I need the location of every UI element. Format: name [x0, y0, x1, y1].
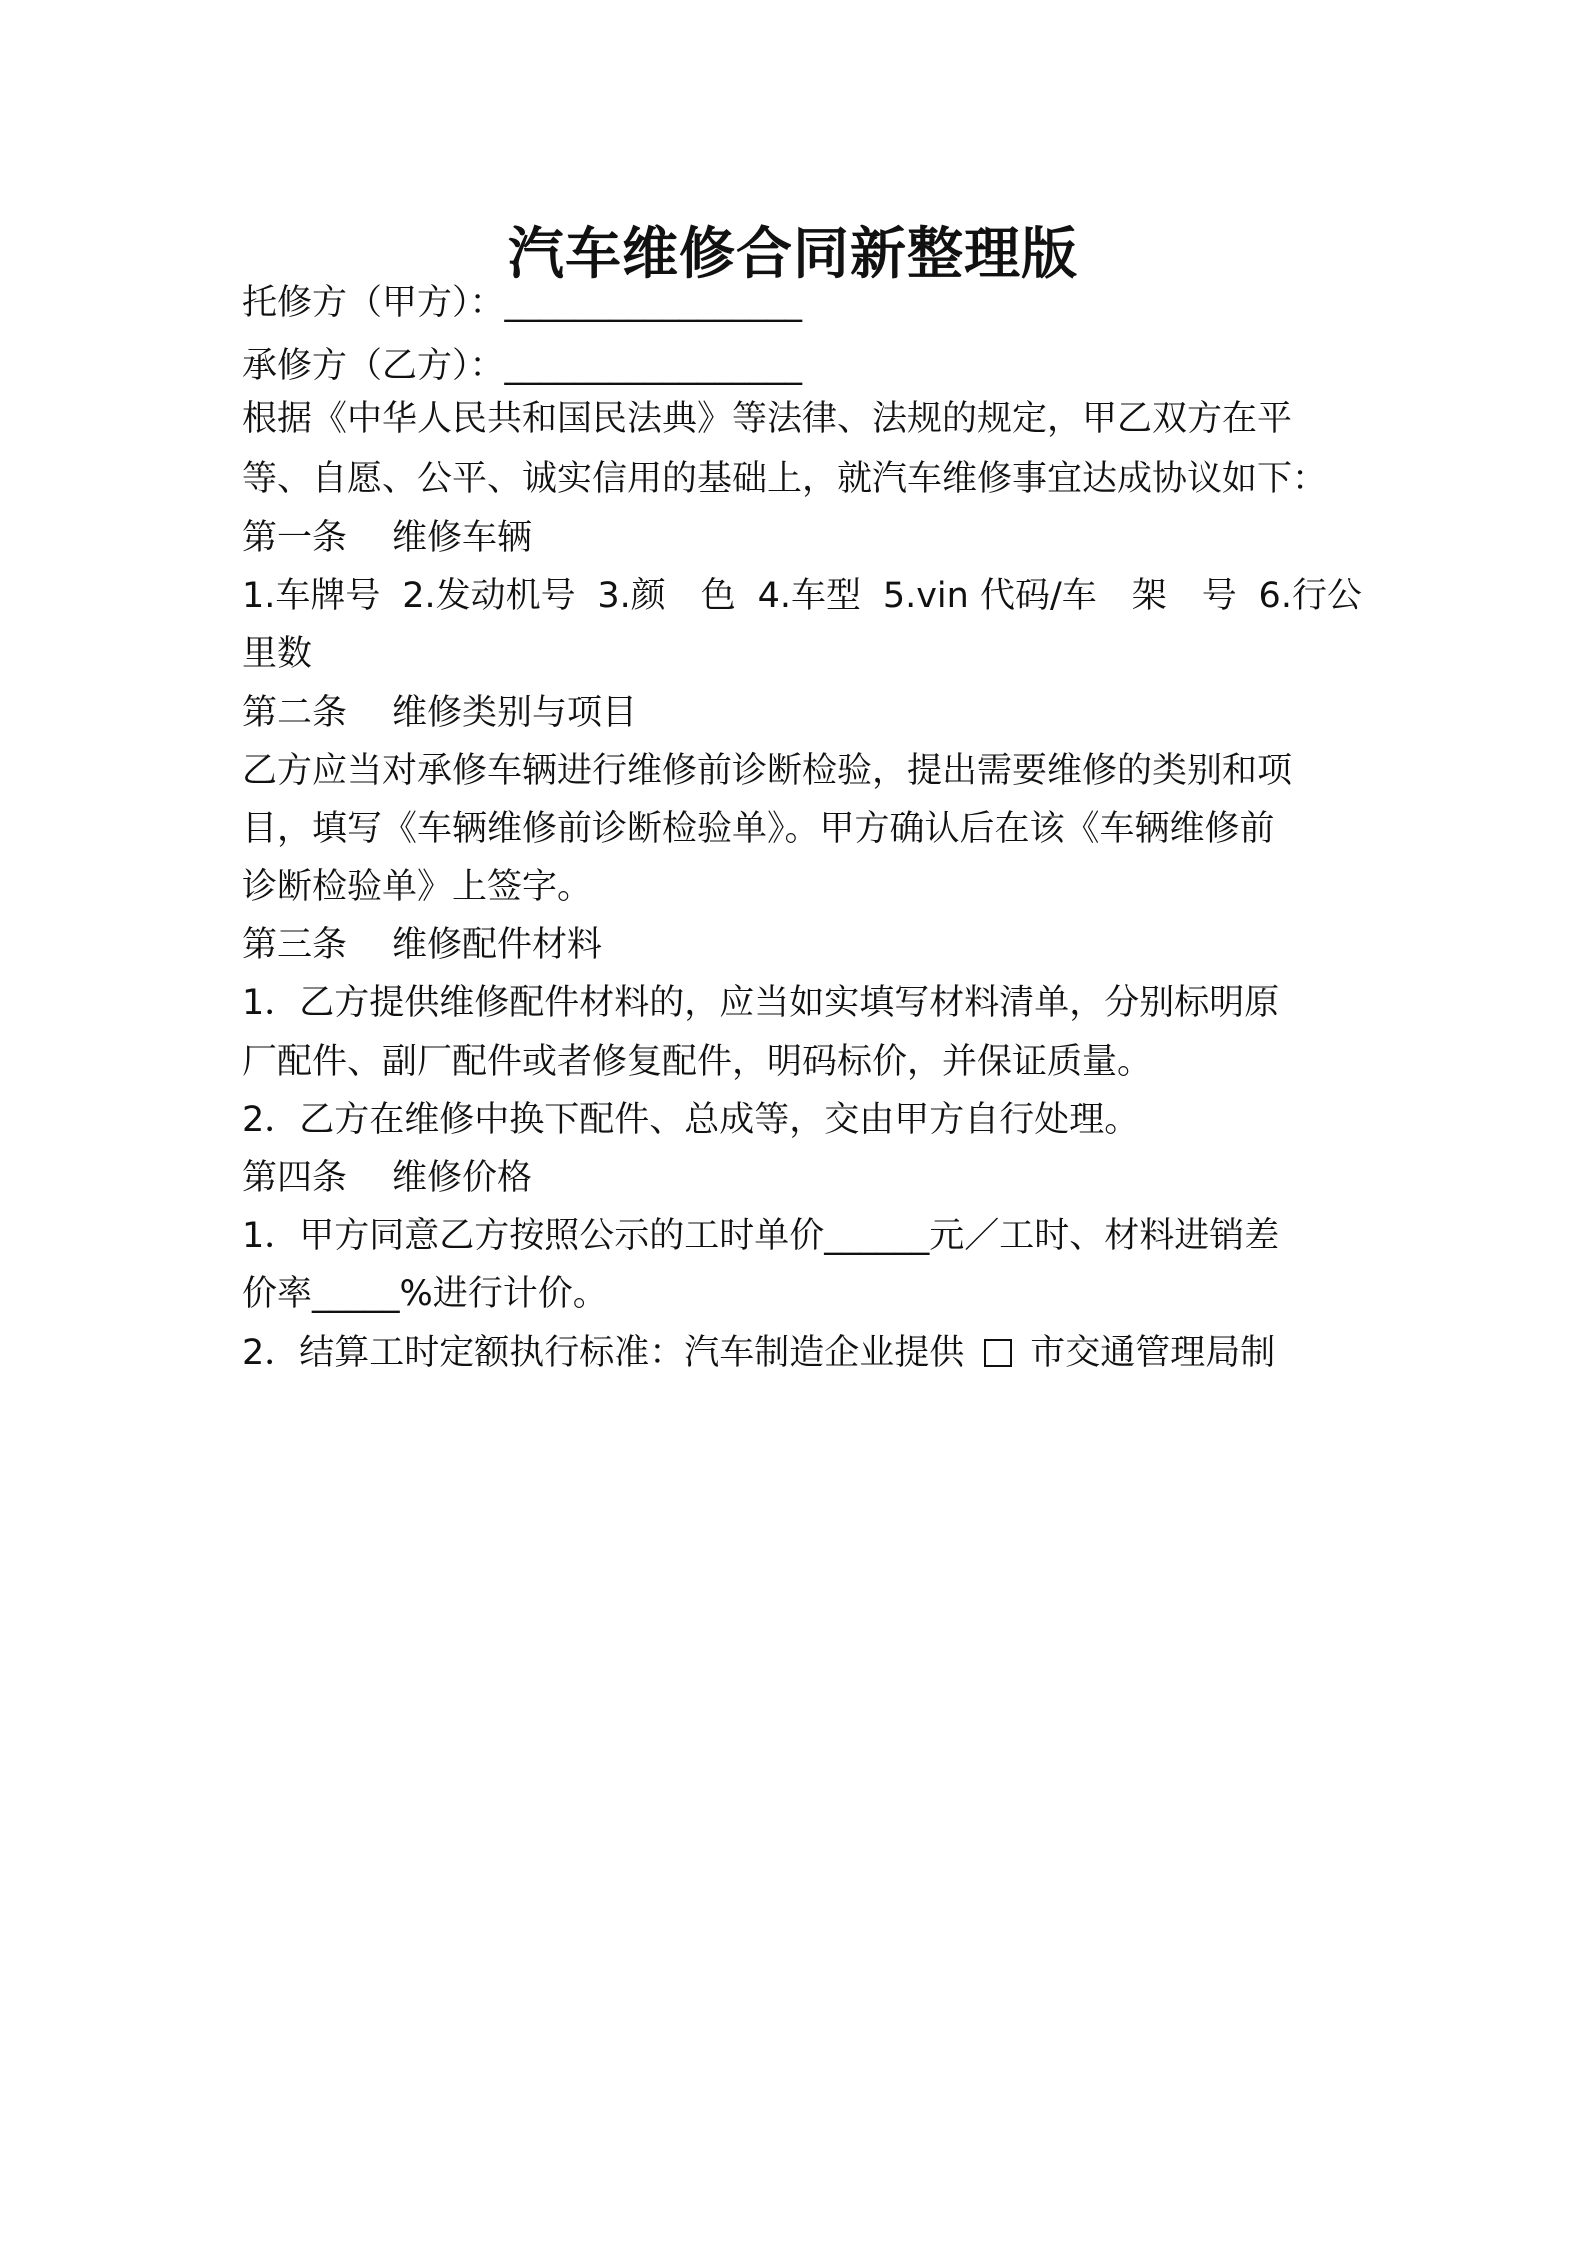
preamble-line-1: 根据《中华人民共和国民法典》等法律、法规的规定，甲乙双方在平 — [242, 399, 1293, 439]
article-1-heading — [242, 517, 1362, 559]
article-3-line-3: 2．乙方在维修中换下配件、总成等，交由甲方自行处理。 — [242, 1100, 1140, 1140]
vehicle-field-color: 3.颜 色 — [597, 576, 736, 616]
vehicle-field-plate: 1.车牌号 — [242, 576, 381, 616]
article-1-number: 第一条 — [242, 518, 348, 558]
party-a-line — [242, 282, 1362, 324]
preamble-line-2: 等、自愿、公平、诚实信用的基础上，就汽车维修事宜达成协议如下： — [242, 459, 1328, 499]
article-4-line-3 — [242, 1332, 1362, 1374]
article-1-title: 维修车辆 — [392, 518, 533, 558]
vehicle-field-vin: 5.vin 代码/车 架 号 — [882, 576, 1237, 616]
article-3-number: 第三条 — [242, 925, 348, 965]
vehicle-field-mileage: 6.行公 — [1258, 576, 1362, 616]
article-4-number: 第四条 — [242, 1158, 348, 1198]
party-b-label: 承修方（乙方）： — [242, 346, 505, 386]
manufacturer-standard-checkbox[interactable] — [984, 1339, 1012, 1367]
article-3-title: 维修配件材料 — [392, 925, 603, 965]
party-b-blank: _________________ — [504, 346, 803, 386]
article-1-items — [242, 575, 1362, 617]
vehicle-field-engine: 2.发动机号 — [402, 576, 576, 616]
article-4-heading — [242, 1157, 1362, 1199]
article-2-heading — [242, 692, 1362, 734]
article-3-heading — [242, 924, 1362, 966]
article-3-line-1: 1．乙方提供维修配件材料的，应当如实填写材料清单，分别标明原 — [242, 983, 1280, 1023]
party-b-line — [242, 345, 1362, 387]
article-2-title: 维修类别与项目 — [392, 693, 638, 733]
article-2-line-1: 乙方应当对承修车辆进行维修前诊断检验，提出需要维修的类别和项 — [242, 751, 1293, 791]
article-4-line-2: 价率_____%进行计价。 — [242, 1274, 608, 1314]
article-2-line-2: 目，填写《车辆维修前诊断检验单》。甲方确认后在该《车辆维修前 — [242, 809, 1275, 849]
party-a-blank: _________________ — [504, 283, 803, 323]
document-title: 汽车维修合同新整理版 — [508, 222, 1078, 287]
vehicle-field-model: 4.车型 — [757, 576, 862, 616]
article-2-line-3: 诊断检验单》上签字。 — [242, 867, 593, 907]
article-3-line-2: 厂配件、副厂配件或者修复配件，明码标价，并保证质量。 — [242, 1042, 1153, 1082]
article-1-continuation: 里数 — [242, 634, 313, 674]
party-a-label: 托修方（甲方）： — [242, 283, 505, 323]
article-4-line-1: 1．甲方同意乙方按照公示的工时单价______元／工时、材料进销差 — [242, 1216, 1280, 1256]
article-4-item-2-text-continued: 市交通管理局制 — [1030, 1333, 1276, 1373]
article-4-title: 维修价格 — [392, 1158, 533, 1198]
article-4-item-2-text: 2．结算工时定额执行标准：汽车制造企业提供 — [242, 1333, 965, 1373]
article-2-number: 第二条 — [242, 693, 348, 733]
